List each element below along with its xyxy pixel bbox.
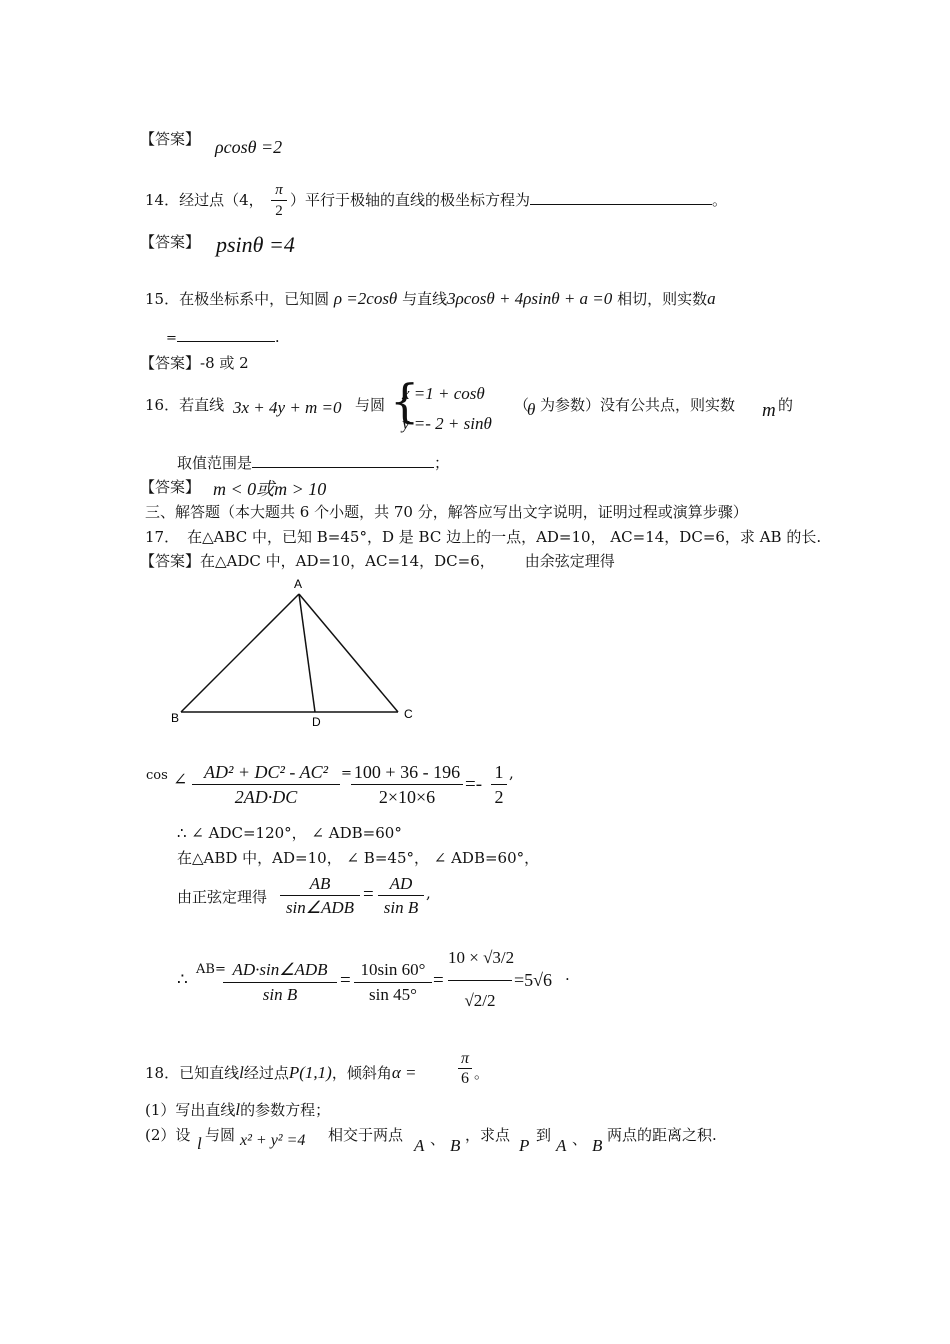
math-var: m [762,400,776,421]
fraction-numerator: π [271,180,287,201]
point-b: B [592,1136,603,1155]
question-text: ，求点 [465,1126,511,1144]
system-eq-1: x =1 + cosθ [402,384,485,403]
question-end: . [274,328,280,346]
cos-label: cos [146,768,168,783]
separator: 、 [430,1130,446,1148]
fraction-half [491,760,507,809]
answer-text: 在△ADC 中，AD=10，AC=14，DC=6， [200,552,495,570]
sine-law-label: 由正弦定理得 [177,888,268,906]
fraction-denominator: 2 [494,787,504,807]
math-alpha: α = [391,1063,417,1082]
question-text: 已知直线 [179,1064,240,1082]
fraction-numerator: AD·sin∠ADB [223,958,337,983]
question-16-blank [177,452,449,473]
math-line: 3ρcosθ + 4ρsinθ + a =0 [447,289,613,308]
period: . [565,966,570,984]
question-16 [145,394,224,415]
fraction-denominator: sin B [262,985,298,1004]
angle-symbol: ∠ [173,770,188,790]
question-text: 取值范围是 [177,454,253,472]
fraction-denominator: 2 [275,203,283,219]
answer-value: -8 或 2 [200,354,249,372]
vertex-c-label: C [404,707,413,721]
answer-label-14: 【答案】 [140,233,201,251]
triangle-diagram [160,572,430,732]
answer-text: 由余弦定理得 [524,552,615,570]
edge-ad [299,594,315,712]
question-text: 两点的距离之积. [607,1126,717,1144]
equals-sign: = [363,884,374,905]
question-text: 到 [536,1126,552,1144]
question-text: 的 [778,396,794,414]
fraction-ad-sin-adb [223,958,337,1007]
answer-label: 【答案】 [140,354,201,372]
answer-line-2: ∴ ∠ ADC=120°， ∠ ADB=60° [177,824,402,842]
vertex-a-label: A [294,577,303,591]
question-text: 经过点 [243,1064,289,1082]
fraction-numerator: 1 [491,760,507,785]
question-text: 与圆 [205,1126,236,1144]
equals-neg: =- [465,774,483,795]
math-circle: x² + y² =4 [240,1132,306,1149]
question-text: 与直线 [402,290,448,308]
fraction-numerator: π [458,1049,472,1069]
question-text: 经过点（4， [179,191,264,209]
answer-label-13: 【答案】 [140,130,201,148]
question-18-part-2-prefix: (2）设 [145,1126,191,1144]
equals-sign: = [433,970,444,991]
fraction-pi-2 [271,180,287,221]
question-end: 。 [712,191,728,209]
edge-ac [299,594,398,712]
question-18-part-1 [145,1099,330,1120]
answer-17-intro [140,550,615,571]
fraction-denominator: 2×10×6 [378,787,436,807]
answer-blank[interactable] [252,466,434,468]
separator: 、 [572,1130,588,1148]
fraction-denominator: sin 45° [369,985,417,1004]
question-number: 15． [145,290,180,308]
point-a: A [556,1136,567,1155]
question-number: 17． [145,528,180,546]
question-text: 的参数方程； [240,1101,331,1119]
fraction-numerator: AD² + DC² - AC² [192,760,340,785]
fraction-cos-law [192,760,340,809]
answer-value-16: m < 0或m > 10 [213,479,327,499]
fraction-numerator: AB [280,872,360,896]
fraction-numerator: 10sin 60° [354,958,432,983]
question-15 [145,288,716,309]
question-text: 为参数）没有公共点，则实数 [540,396,736,414]
question-14-cont [290,189,727,210]
question-text: 在△ABC 中，已知 B=45°，D 是 BC 边上的一点，AD=10， AC=14，DC=6，求 AB 的长. [187,528,822,546]
question-number: 14． [145,191,180,209]
math-circle: ρ =2cosθ [333,289,398,308]
fraction-numerator: AD [378,872,424,896]
fraction-ad-sin [378,872,424,919]
fraction-denominator: √2/2 [464,991,496,1010]
math-var: a [707,289,716,308]
system-eq-2: y =- 2 + sinθ [402,414,492,433]
answer-value-13: ρcosθ =2 [215,137,283,157]
fraction-pi-6 [458,1049,472,1088]
therefore-symbol: ∴ [177,970,188,990]
fraction-sin60-sin45 [354,958,432,1007]
math-theta: θ [527,400,536,419]
fraction-ab-sin [280,872,360,919]
fraction-denominator: 2AD·DC [234,787,298,807]
answer-label-16: 【答案】 [140,478,201,496]
answer-line-3: 在△ABD 中，AD=10， ∠ B=45°， ∠ ADB=60°， [177,849,540,867]
question-text: 相交于两点 [328,1126,404,1144]
ab-result: =5√6 [514,970,553,990]
brace-symbol: { [390,374,420,428]
question-text: ，倾斜角 [331,1064,392,1082]
equals-sign: = [341,766,352,781]
question-17 [145,526,821,547]
question-end: 。 [474,1064,490,1082]
question-18 [145,1062,417,1083]
fraction-numerator: 10 × √3/2 [448,938,512,981]
answer-blank[interactable] [530,203,712,205]
fraction-compound [448,938,515,1021]
point-a: A [414,1136,425,1155]
section-heading: 三、解答题（本大题共 6 个小题，共 70 分，解答应写出文字说明，证明过程或演算步骤） [145,503,748,521]
ab-equals: AB= [196,962,226,977]
answer-15 [140,352,249,373]
question-text: 与圆 [355,396,386,414]
math-point: P(1,1) [288,1063,332,1082]
fraction-denominator: 6 [461,1070,469,1087]
answer-value-14: psinθ =4 [216,232,295,257]
math-line: 3x + 4y + m =0 [233,398,342,417]
fraction-denominator: sin∠ADB [285,898,355,917]
vertex-d-label: D [312,715,321,729]
comma: , [426,884,431,902]
fraction-values [351,760,463,809]
math-var: l [239,1063,244,1082]
question-text: （ [514,396,530,414]
equals-sign: = [166,331,177,346]
question-15-blank [166,328,280,346]
point-b: B [450,1136,461,1155]
point-p: P [519,1136,530,1155]
vertex-b-label: B [171,711,180,725]
answer-label: 【答案】 [140,552,201,570]
question-number: 16． [145,396,180,414]
question-14 [145,189,264,210]
question-text: 若直线 [179,396,225,414]
question-text: 在极坐标系中，已知圆 [179,290,330,308]
math-var: l [197,1134,202,1153]
question-text: ）平行于极轴的直线的极坐标方程为 [290,191,531,209]
fraction-numerator: 100 + 36 - 196 [351,760,463,785]
question-text: 相切，则实数 [617,290,708,308]
math-var: l [235,1100,241,1119]
fraction-denominator: sin B [383,898,419,917]
edge-ab [181,594,299,712]
comma: , [509,764,514,782]
equals-sign: = [340,970,351,991]
question-text: (1）写出直线 [145,1101,236,1119]
answer-blank[interactable] [177,340,275,342]
question-end: ； [434,454,450,472]
question-number: 18． [145,1064,180,1082]
